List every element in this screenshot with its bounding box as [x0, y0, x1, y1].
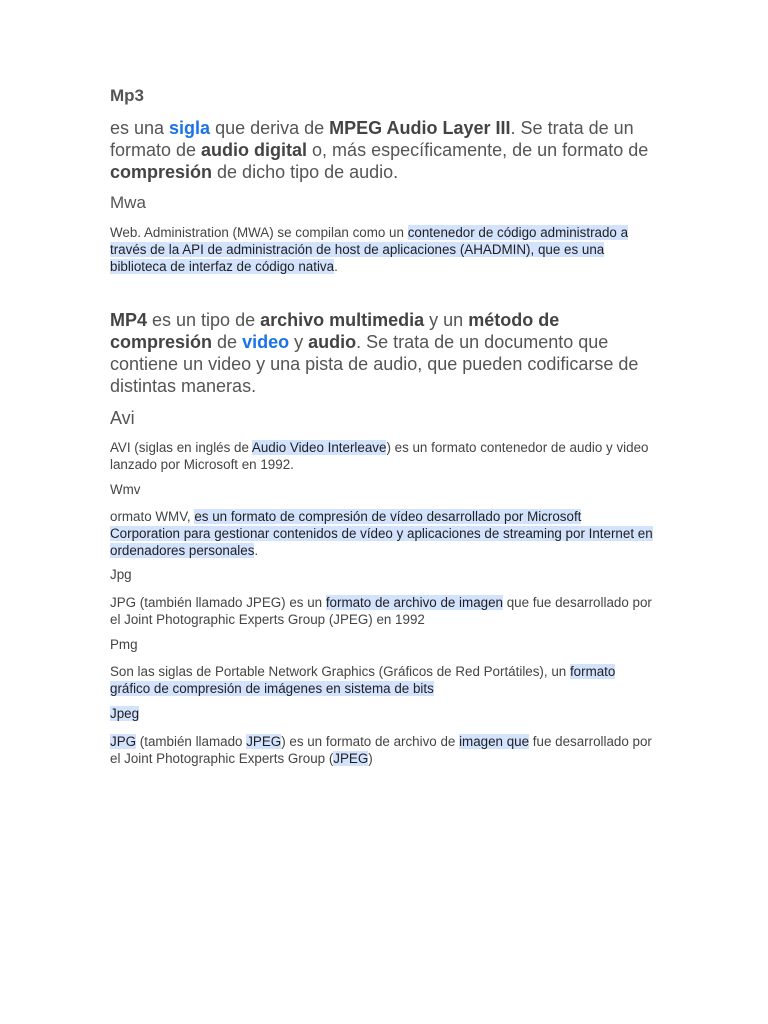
highlight: contenedor de código administrado a través de la API de administración de host de aplicaciones (AHADMIN), que es una biblioteca de interfaz de código nativa — [110, 225, 629, 274]
link-video[interactable]: video — [242, 332, 290, 352]
paragraph-pmg — [110, 663, 655, 697]
paragraph-mp4 — [110, 309, 655, 397]
text: ) es un formato contenedor de audio y video lanzado por Microsoft en 1992. — [110, 440, 649, 472]
text: . Se trata de un documento que contiene un video y una pista de audio, que pueden codificarse de distintas maneras. — [110, 332, 639, 396]
text: y — [289, 332, 309, 352]
highlight: es un formato de compresión de vídeo desarrollado por Microsoft Corporation para gestionar contenidos de vídeo y aplicaciones de streaming por Internet en ordenadores personales — [110, 509, 653, 558]
heading-wmv: Wmv — [110, 482, 141, 497]
text: que deriva de — [210, 118, 330, 138]
text: de — [212, 332, 243, 352]
text: Web. Administration (MWA) se compilan como un — [110, 225, 408, 240]
text: . — [334, 259, 338, 274]
text: AVI (siglas en inglés de — [110, 440, 252, 455]
text: o, más específicamente, de un formato de — [307, 140, 649, 160]
link-sigla[interactable]: sigla — [169, 118, 211, 138]
text: fue desarrollado por el Joint Photographic Experts Group ( — [110, 734, 652, 766]
highlight: JPEG — [333, 751, 369, 766]
heading-pmg: Pmg — [110, 637, 138, 652]
bold-archivo-multimedia: archivo multimedia — [260, 310, 425, 330]
highlight: Jpeg — [110, 706, 140, 721]
heading-jpeg — [110, 706, 655, 721]
text: ) — [368, 751, 373, 766]
text: ) es un formato de archivo de — [281, 734, 460, 749]
highlight: JPG — [110, 734, 137, 749]
paragraph-mwa — [110, 224, 655, 275]
text: . Se trata de un formato de — [110, 118, 634, 160]
text: (también llamado — [136, 734, 247, 749]
bold-mp4: MP4 — [110, 310, 148, 330]
highlight: JPEG — [246, 734, 282, 749]
text: que fue desarrollado por el Joint Photographic Experts Group (JPEG) en 1992 — [110, 595, 652, 627]
bold-mpeg: MPEG Audio Layer III — [329, 118, 511, 138]
heading-avi: Avi — [110, 408, 135, 428]
text: y un — [424, 310, 469, 330]
highlight: formato gráfico de compresión de imágenes en sistema de bits — [110, 664, 616, 696]
text: JPG (también llamado JPEG) es un — [110, 595, 326, 610]
text: . — [254, 543, 259, 558]
highlight: formato de archivo de imagen — [325, 595, 503, 610]
paragraph-wmv — [110, 508, 655, 559]
text: es un tipo de — [147, 310, 261, 330]
bold-audio: audio — [308, 332, 357, 352]
paragraph-avi — [110, 439, 655, 473]
paragraph-jpg — [110, 594, 655, 628]
highlight: imagen que — [459, 734, 530, 749]
paragraph-jpeg — [110, 733, 655, 767]
heading-jpg: Jpg — [110, 567, 132, 582]
bold-audio-digital: audio digital — [201, 140, 308, 160]
text: ormato WMV, — [110, 509, 195, 524]
paragraph-mp3 — [110, 117, 655, 183]
text: de dicho tipo de audio. — [212, 162, 399, 182]
text: Son las siglas de Portable Network Graphics (Gráficos de Red Portátiles), un — [110, 664, 570, 679]
highlight: Audio Video Interleave — [251, 440, 387, 455]
heading-mwa: Mwa — [110, 193, 146, 212]
bold-compresion: compresión — [110, 162, 213, 182]
text: es una — [110, 118, 170, 138]
heading-mp3: Mp3 — [110, 86, 144, 105]
bold-metodo-compresion: método de compresión — [110, 310, 560, 352]
